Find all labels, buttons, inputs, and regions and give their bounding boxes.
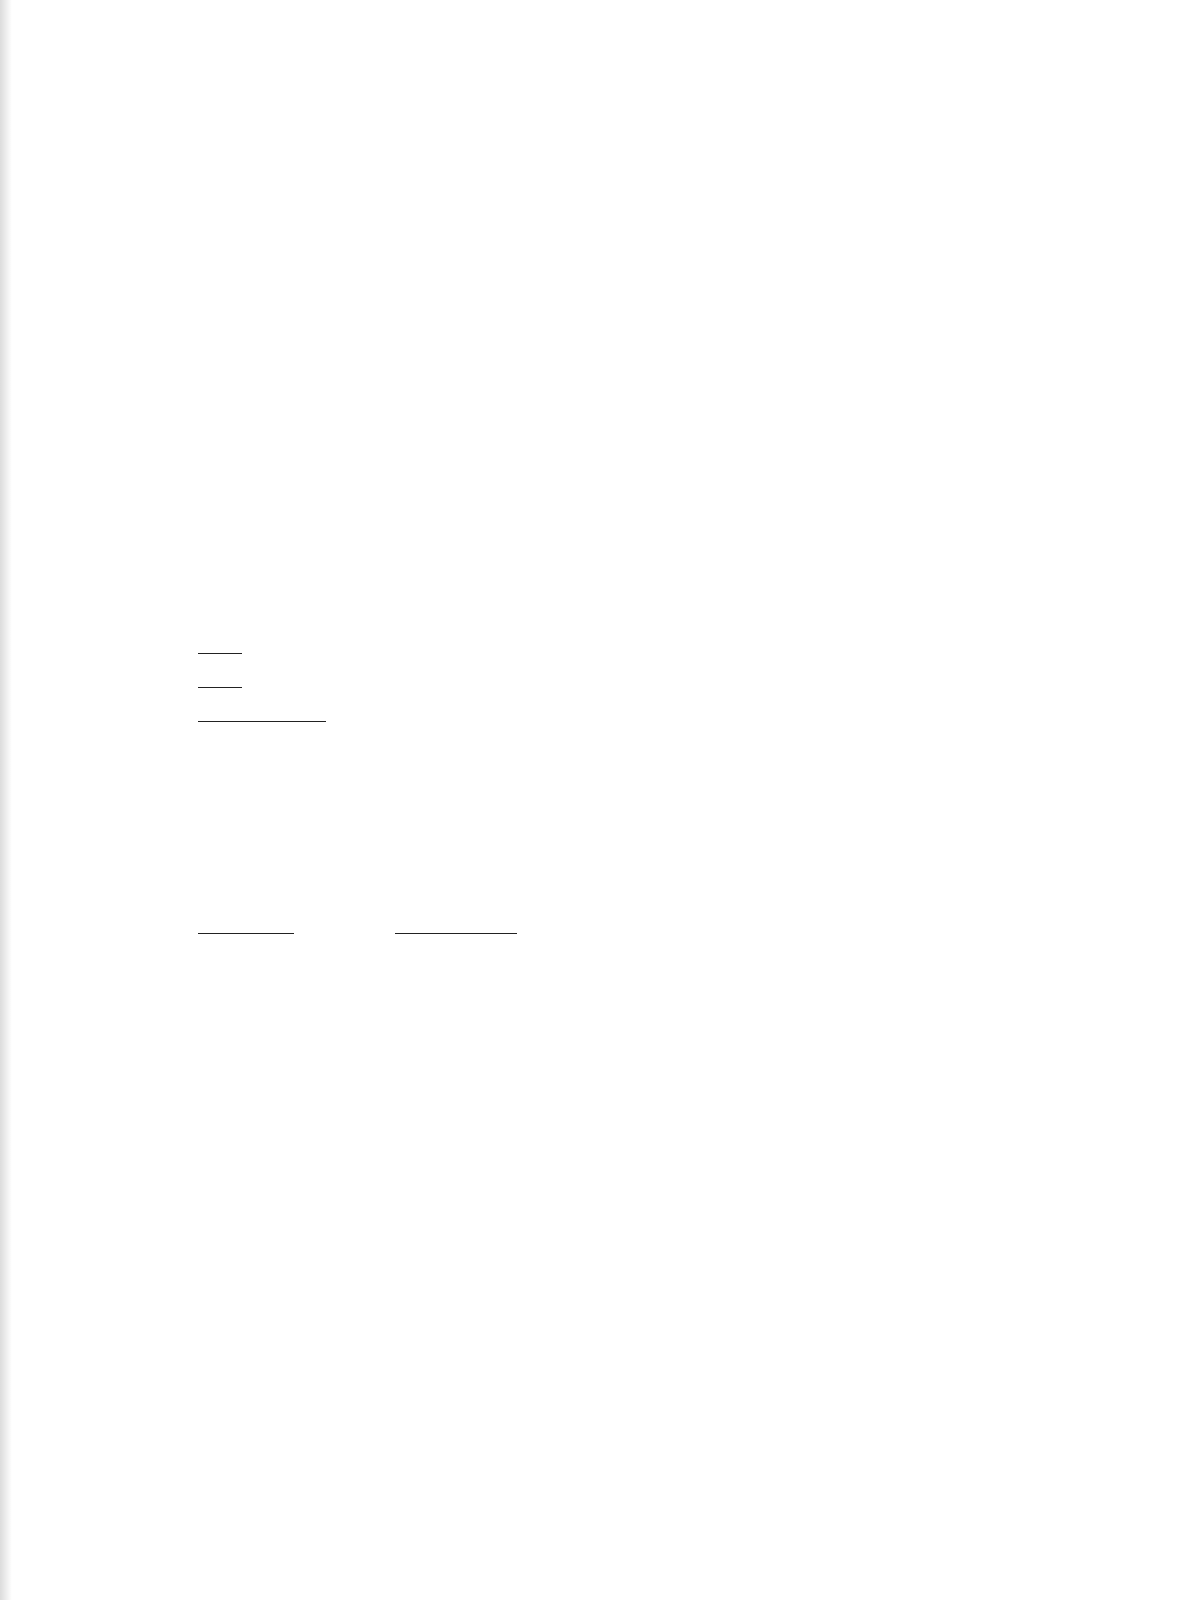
scan-edge-shadow [0, 0, 12, 1600]
q1-paragraph [198, 698, 326, 722]
q1-paragraph [198, 664, 242, 688]
q1-options [198, 982, 341, 1006]
answer-blank-2[interactable] [395, 913, 517, 934]
q1-paragraph [198, 630, 242, 654]
answer-blank-1[interactable] [198, 913, 294, 934]
pinyin-blank-2[interactable] [198, 667, 242, 688]
blank-yi[interactable] [254, 701, 326, 722]
pinyin-blank-1[interactable] [198, 633, 242, 654]
blank-jia[interactable] [198, 701, 254, 722]
q1-answer-blanks [198, 910, 517, 934]
